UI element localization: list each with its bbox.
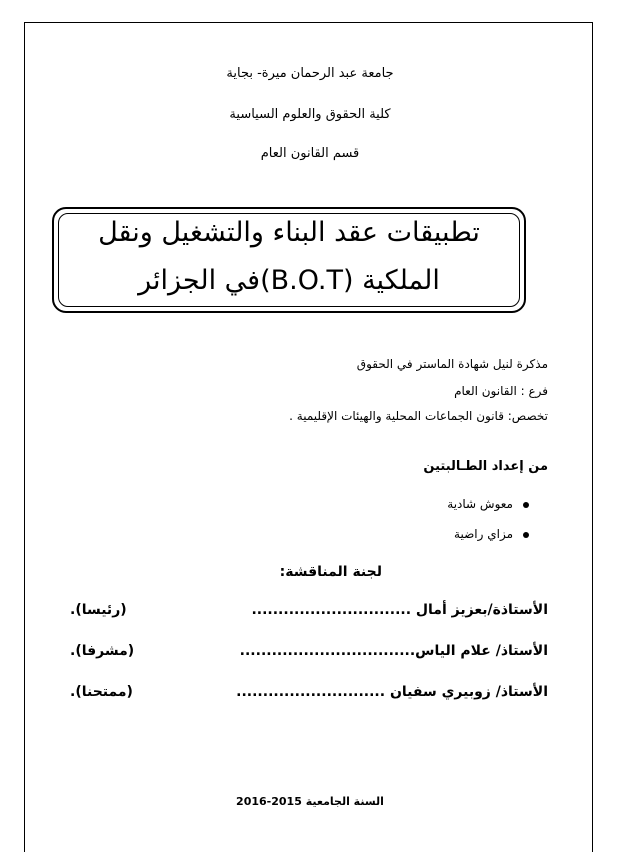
university-name: جامعة عبد الرحمان ميرة- بجاية — [226, 66, 394, 81]
jury-member-role: (ممتحنا). — [70, 684, 133, 700]
students-heading: من إعداد الطـالبتين — [423, 459, 548, 474]
jury-heading: لجنة المناقشة: — [279, 564, 382, 580]
jury-member-name: الأستاذة/بعزيز أمال .............................. — [251, 602, 548, 618]
title-line-2: الملكية (B.O.T)في الجزائر — [138, 265, 440, 296]
department-name: قسم القانون العام — [260, 146, 360, 161]
memo-branch: فرع : القانون العام — [454, 384, 548, 398]
jury-member-name: الأستاذ/ علام الياس................................. — [239, 643, 548, 659]
bullet-icon — [523, 532, 529, 538]
jury-member — [70, 684, 548, 700]
title-line-1: تطبيقات عقد البناء والتشغيل ونقل — [98, 217, 480, 248]
jury-member-name: الأستاذ/ زوبيري سفيان ............................ — [236, 684, 548, 700]
jury-member — [70, 643, 548, 659]
faculty-name: كلية الحقوق والعلوم السياسية — [229, 107, 391, 122]
jury-member-role: (رئيسا). — [70, 602, 127, 618]
student-item — [447, 497, 529, 511]
bullet-icon — [523, 502, 529, 508]
student-name: مزاي راضية — [454, 527, 513, 541]
academic-year: السنة الجامعية 2015-2016 — [236, 795, 384, 808]
student-item — [454, 527, 529, 541]
jury-member-role: (مشرفا). — [70, 643, 135, 659]
memo-specialty: تخصص: قانون الجماعات المحلية والهيئات الإقليمية . — [289, 409, 548, 423]
student-name: معوش شادية — [447, 497, 513, 511]
title-box — [52, 207, 526, 313]
memo-degree: مذكرة لنيل شهادة الماستر في الحقوق — [356, 357, 548, 371]
jury-member — [70, 602, 548, 618]
